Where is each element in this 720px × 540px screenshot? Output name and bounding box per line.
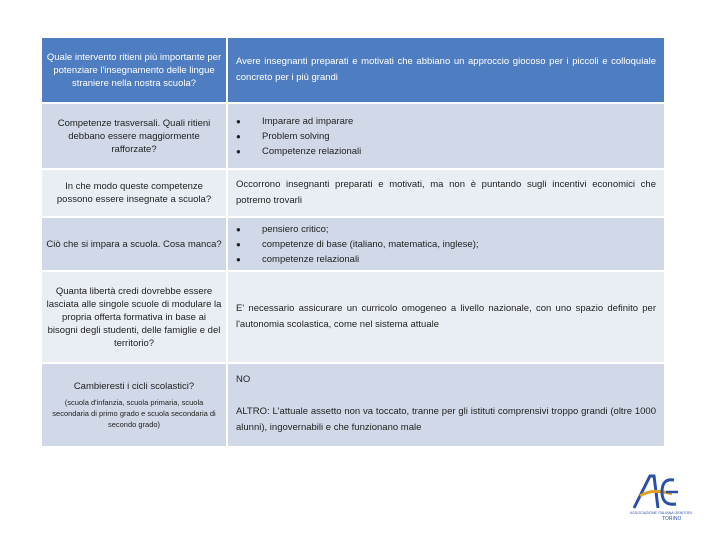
logo-city-text: TORINO bbox=[662, 516, 682, 522]
question-cell: Quanta libertà credi dovrebbe essere lasciata alle singole scuole di modulare la propria offerta formativa in base ai bisogni degli studenti, delle famiglie e del territorio? bbox=[42, 272, 228, 362]
logo-mark-icon bbox=[634, 476, 678, 508]
answer-cell bbox=[228, 218, 664, 270]
table-row bbox=[42, 104, 664, 170]
bullet-icon: ● bbox=[236, 224, 241, 234]
list-item: ● competenze relazionali bbox=[236, 253, 360, 265]
answer-cell: Avere insegnanti preparati e motivati che abbiano un approccio giocoso per i piccoli e colloquiale concreto per i più grandi bbox=[236, 56, 656, 83]
list-item: ● Competenze relazionali bbox=[236, 145, 362, 157]
answer-cell: Occorrono insegnanti preparati e motivati, ma non è puntando sugli incentivi economici che potremo trovarli bbox=[236, 179, 656, 206]
question-cell: Quale intervento ritieni più importante per potenziare l'insegnamento delle lingue straniere nella nostra scuola? bbox=[42, 38, 228, 102]
bullet-icon: ● bbox=[236, 254, 241, 264]
table-row bbox=[42, 218, 664, 272]
answer-cell bbox=[228, 104, 664, 168]
list-item: ● Imparare ad imparare bbox=[236, 115, 354, 127]
question-note: (scuola d'infanzia, scuola primaria, scuola secondaria di primo grado e scuola secondaria di secondo grado) bbox=[52, 398, 216, 429]
question-cell: Competenze trasversali. Quali ritieni debbano essere maggiormente rafforzate? bbox=[42, 104, 228, 168]
question-cell: Ciò che si impara a scuola. Cosa manca? bbox=[42, 218, 228, 270]
bullet-icon: ● bbox=[236, 131, 241, 141]
list-item: ● Problem solving bbox=[236, 130, 330, 142]
bullet-list bbox=[236, 114, 656, 159]
bullet-icon: ● bbox=[236, 116, 241, 126]
answer-text: ALTRO: L'attuale assetto non va toccato, tranne per gli istituti comprensivi troppo grandi (oltre 1000 alunni), ingovernabili e che funzionano male bbox=[236, 406, 656, 433]
bullet-icon: ● bbox=[236, 146, 241, 156]
question-cell: In che modo queste competenze possono essere insegnate a scuola? bbox=[42, 170, 228, 216]
answer-cell bbox=[228, 364, 664, 446]
logo-small-text: ASSOCIAZIONE ITALIANA GENITORI bbox=[630, 511, 692, 515]
list-item: ● pensiero critico; bbox=[236, 223, 329, 235]
bullet-icon: ● bbox=[236, 239, 241, 249]
answer-short: NO bbox=[236, 374, 251, 385]
bullet-list bbox=[236, 222, 656, 267]
table-row bbox=[42, 170, 664, 218]
table-row bbox=[42, 38, 664, 104]
age-logo bbox=[628, 470, 692, 522]
question-cell bbox=[42, 364, 228, 446]
table-row bbox=[42, 364, 664, 448]
table-row bbox=[42, 272, 664, 364]
survey-table bbox=[42, 38, 664, 448]
list-item: ● competenze di base (italiano, matematica, inglese); bbox=[236, 238, 479, 250]
answer-cell: E' necessario assicurare un curricolo omogeneo a livello nazionale, con uno spazio definito per l'autonomia scolastica, come nel sistema attuale bbox=[236, 303, 656, 330]
question-text: Cambieresti i cicli scolastici? bbox=[73, 381, 195, 392]
